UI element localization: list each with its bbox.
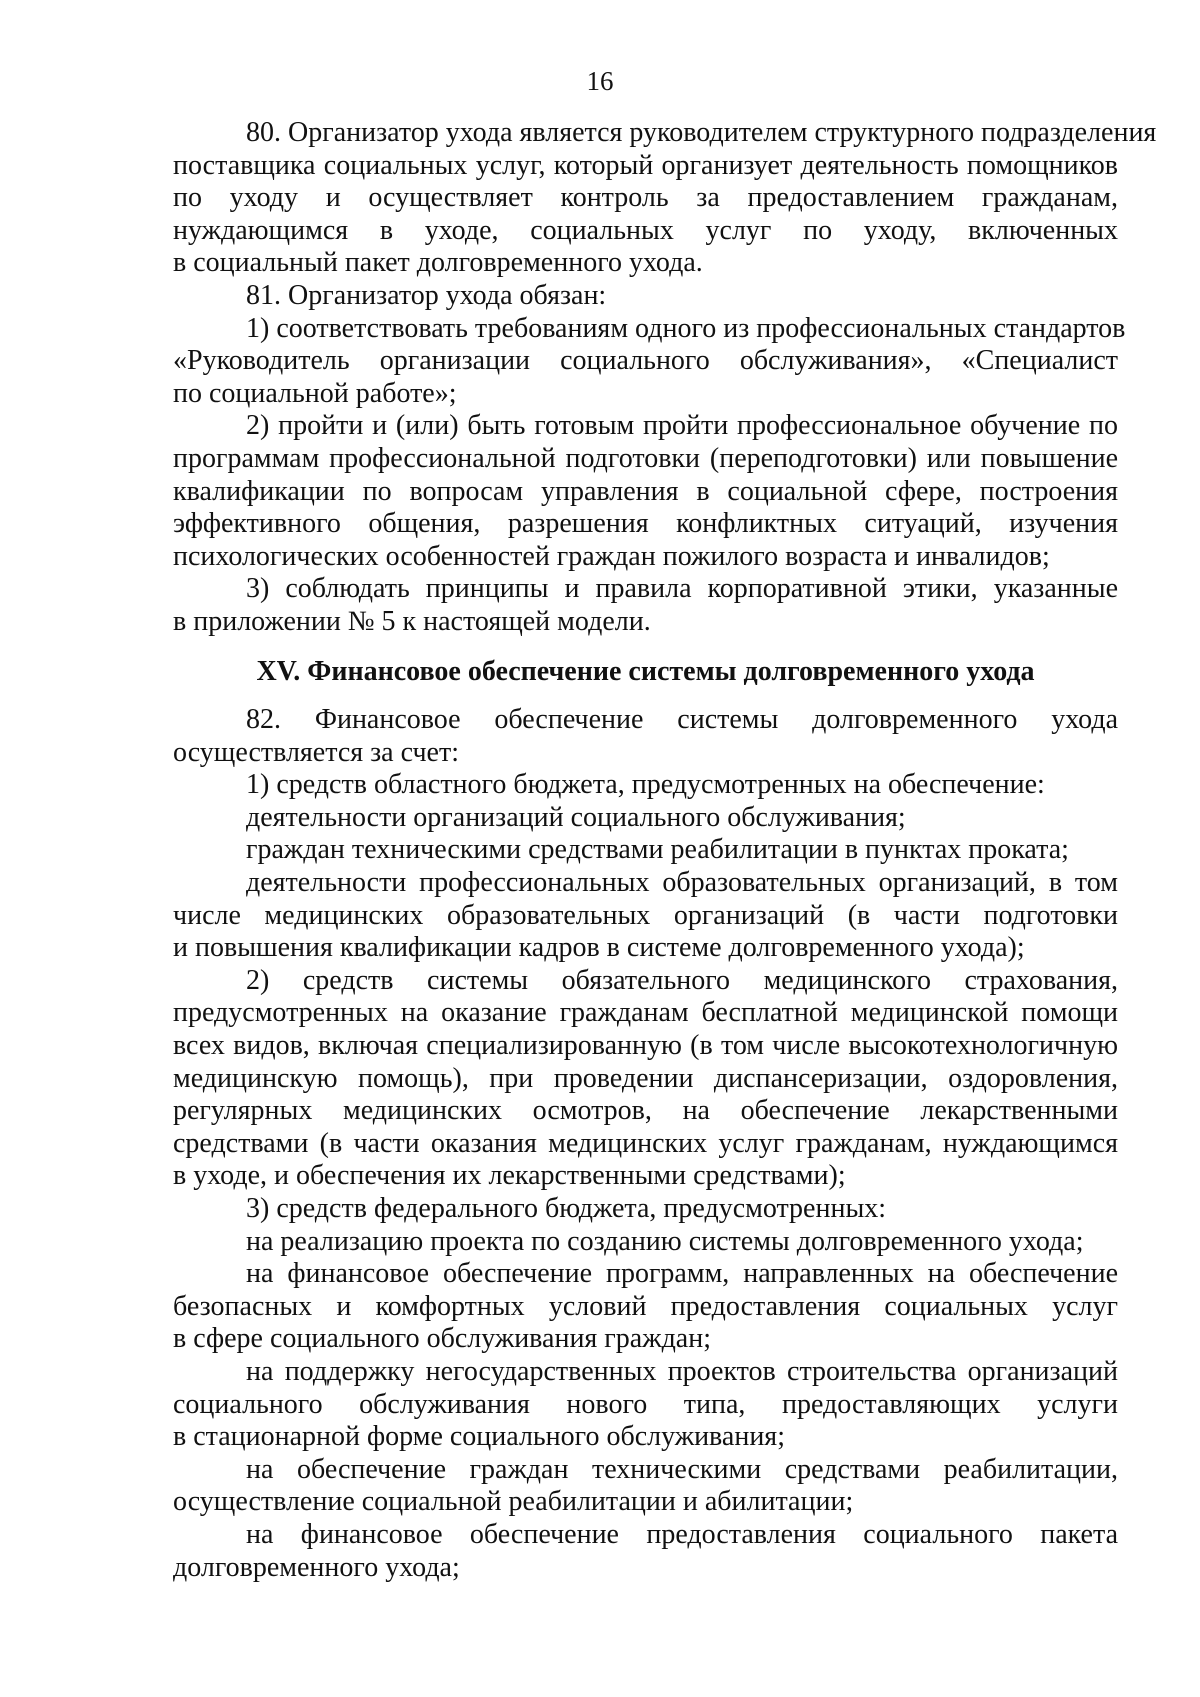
text-line: на поддержку негосударственных проектов строительства организаций bbox=[246, 1355, 1118, 1387]
paragraphs-after-heading bbox=[173, 704, 1118, 1584]
text-line: в сфере социального обслуживания граждан; bbox=[173, 1323, 712, 1355]
text-line: граждан техническими средствами реабилитации в пунктах проката; bbox=[246, 834, 1069, 866]
text-line: 80. Организатор ухода является руководителем структурного подразделения bbox=[246, 117, 1157, 148]
text-line: нуждающимся в уходе, социальных услуг по уходу, включенных bbox=[173, 214, 1118, 246]
text-line: осуществление социальной реабилитации и абилитации; bbox=[173, 1486, 854, 1518]
text-line: и повышения квалификации кадров в системе долговременного ухода); bbox=[173, 932, 1025, 964]
text-line: медицинскую помощь), при проведении диспансеризации, оздоровления, bbox=[173, 1062, 1118, 1094]
text-line: на финансовое обеспечение предоставления социального пакета bbox=[246, 1518, 1118, 1550]
text-line: «Руководитель организации социального обслуживания», «Специалист bbox=[173, 345, 1118, 377]
text-line: 2) пройти и (или) быть готовым пройти профессиональное обучение по bbox=[246, 410, 1118, 442]
text-line: в уходе, и обеспечения их лекарственными средствами); bbox=[173, 1160, 846, 1192]
text-line: социального обслуживания нового типа, предоставляющих услуги bbox=[173, 1388, 1118, 1420]
text-line: осуществляется за счет: bbox=[173, 736, 460, 768]
text-line: квалификации по вопросам управления в социальной сфере, построения bbox=[173, 475, 1118, 507]
text-line: на обеспечение граждан техническими средствами реабилитации, bbox=[246, 1453, 1118, 1485]
text-line: психологических особенностей граждан пожилого возраста и инвалидов; bbox=[173, 540, 1050, 572]
text-line: эффективного общения, разрешения конфликтных ситуаций, изучения bbox=[173, 508, 1118, 540]
text-line: регулярных медицинских осмотров, на обеспечение лекарственными bbox=[173, 1095, 1118, 1127]
document-body bbox=[173, 117, 1157, 1584]
text-line: 3) соблюдать принципы и правила корпоративной этики, указанные bbox=[246, 573, 1118, 605]
text-line: долговременного ухода; bbox=[173, 1551, 460, 1583]
paragraphs-before-heading bbox=[173, 117, 1157, 639]
text-line: поставщика социальных услуг, который организует деятельность помощников bbox=[173, 149, 1118, 181]
text-line: всех видов, включая специализированную (в том числе высокотехнологичную bbox=[173, 1030, 1118, 1062]
text-line: 1) средств областного бюджета, предусмотренных на обеспечение: bbox=[246, 769, 1045, 801]
text-line: 2) средств системы обязательного медицинского страхования, bbox=[246, 964, 1118, 996]
text-line: в стационарной форме социального обслуживания; bbox=[173, 1421, 785, 1453]
text-line: в приложении № 5 к настоящей модели. bbox=[173, 605, 651, 637]
text-line: безопасных и комфортных условий предоставления социальных услуг bbox=[173, 1290, 1118, 1322]
page-number: 16 bbox=[586, 66, 614, 96]
text-line: на реализацию проекта по созданию системы долговременного ухода; bbox=[246, 1225, 1084, 1257]
section-heading: XV. Финансовое обеспечение системы долговременного ухода bbox=[256, 655, 1035, 687]
text-line: средствами (в части оказания медицинских услуг гражданам, нуждающимся bbox=[173, 1127, 1118, 1159]
text-line: на финансовое обеспечение программ, направленных на обеспечение bbox=[246, 1258, 1118, 1290]
text-line: 1) соответствовать требованиям одного из профессиональных стандартов bbox=[246, 312, 1126, 344]
text-line: предусмотренных на оказание гражданам бесплатной медицинской помощи bbox=[173, 997, 1118, 1029]
text-line: деятельности организаций социального обслуживания; bbox=[246, 801, 906, 833]
text-line: 3) средств федерального бюджета, предусмотренных: bbox=[246, 1193, 887, 1224]
text-line: 81. Организатор ухода обязан: bbox=[246, 279, 607, 311]
text-line: в социальный пакет долговременного ухода. bbox=[173, 247, 703, 279]
text-line: по социальной работе»; bbox=[173, 377, 457, 409]
text-line: числе медицинских образовательных организаций (в части подготовки bbox=[173, 899, 1118, 931]
text-line: деятельности профессиональных образовательных организаций, в том bbox=[246, 867, 1118, 899]
text-line: по уходу и осуществляет контроль за предоставлением гражданам, bbox=[173, 182, 1118, 214]
text-line: программам профессиональной подготовки (переподготовки) или повышение bbox=[173, 442, 1118, 474]
text-line: 82. Финансовое обеспечение системы долговременного ухода bbox=[246, 704, 1118, 736]
